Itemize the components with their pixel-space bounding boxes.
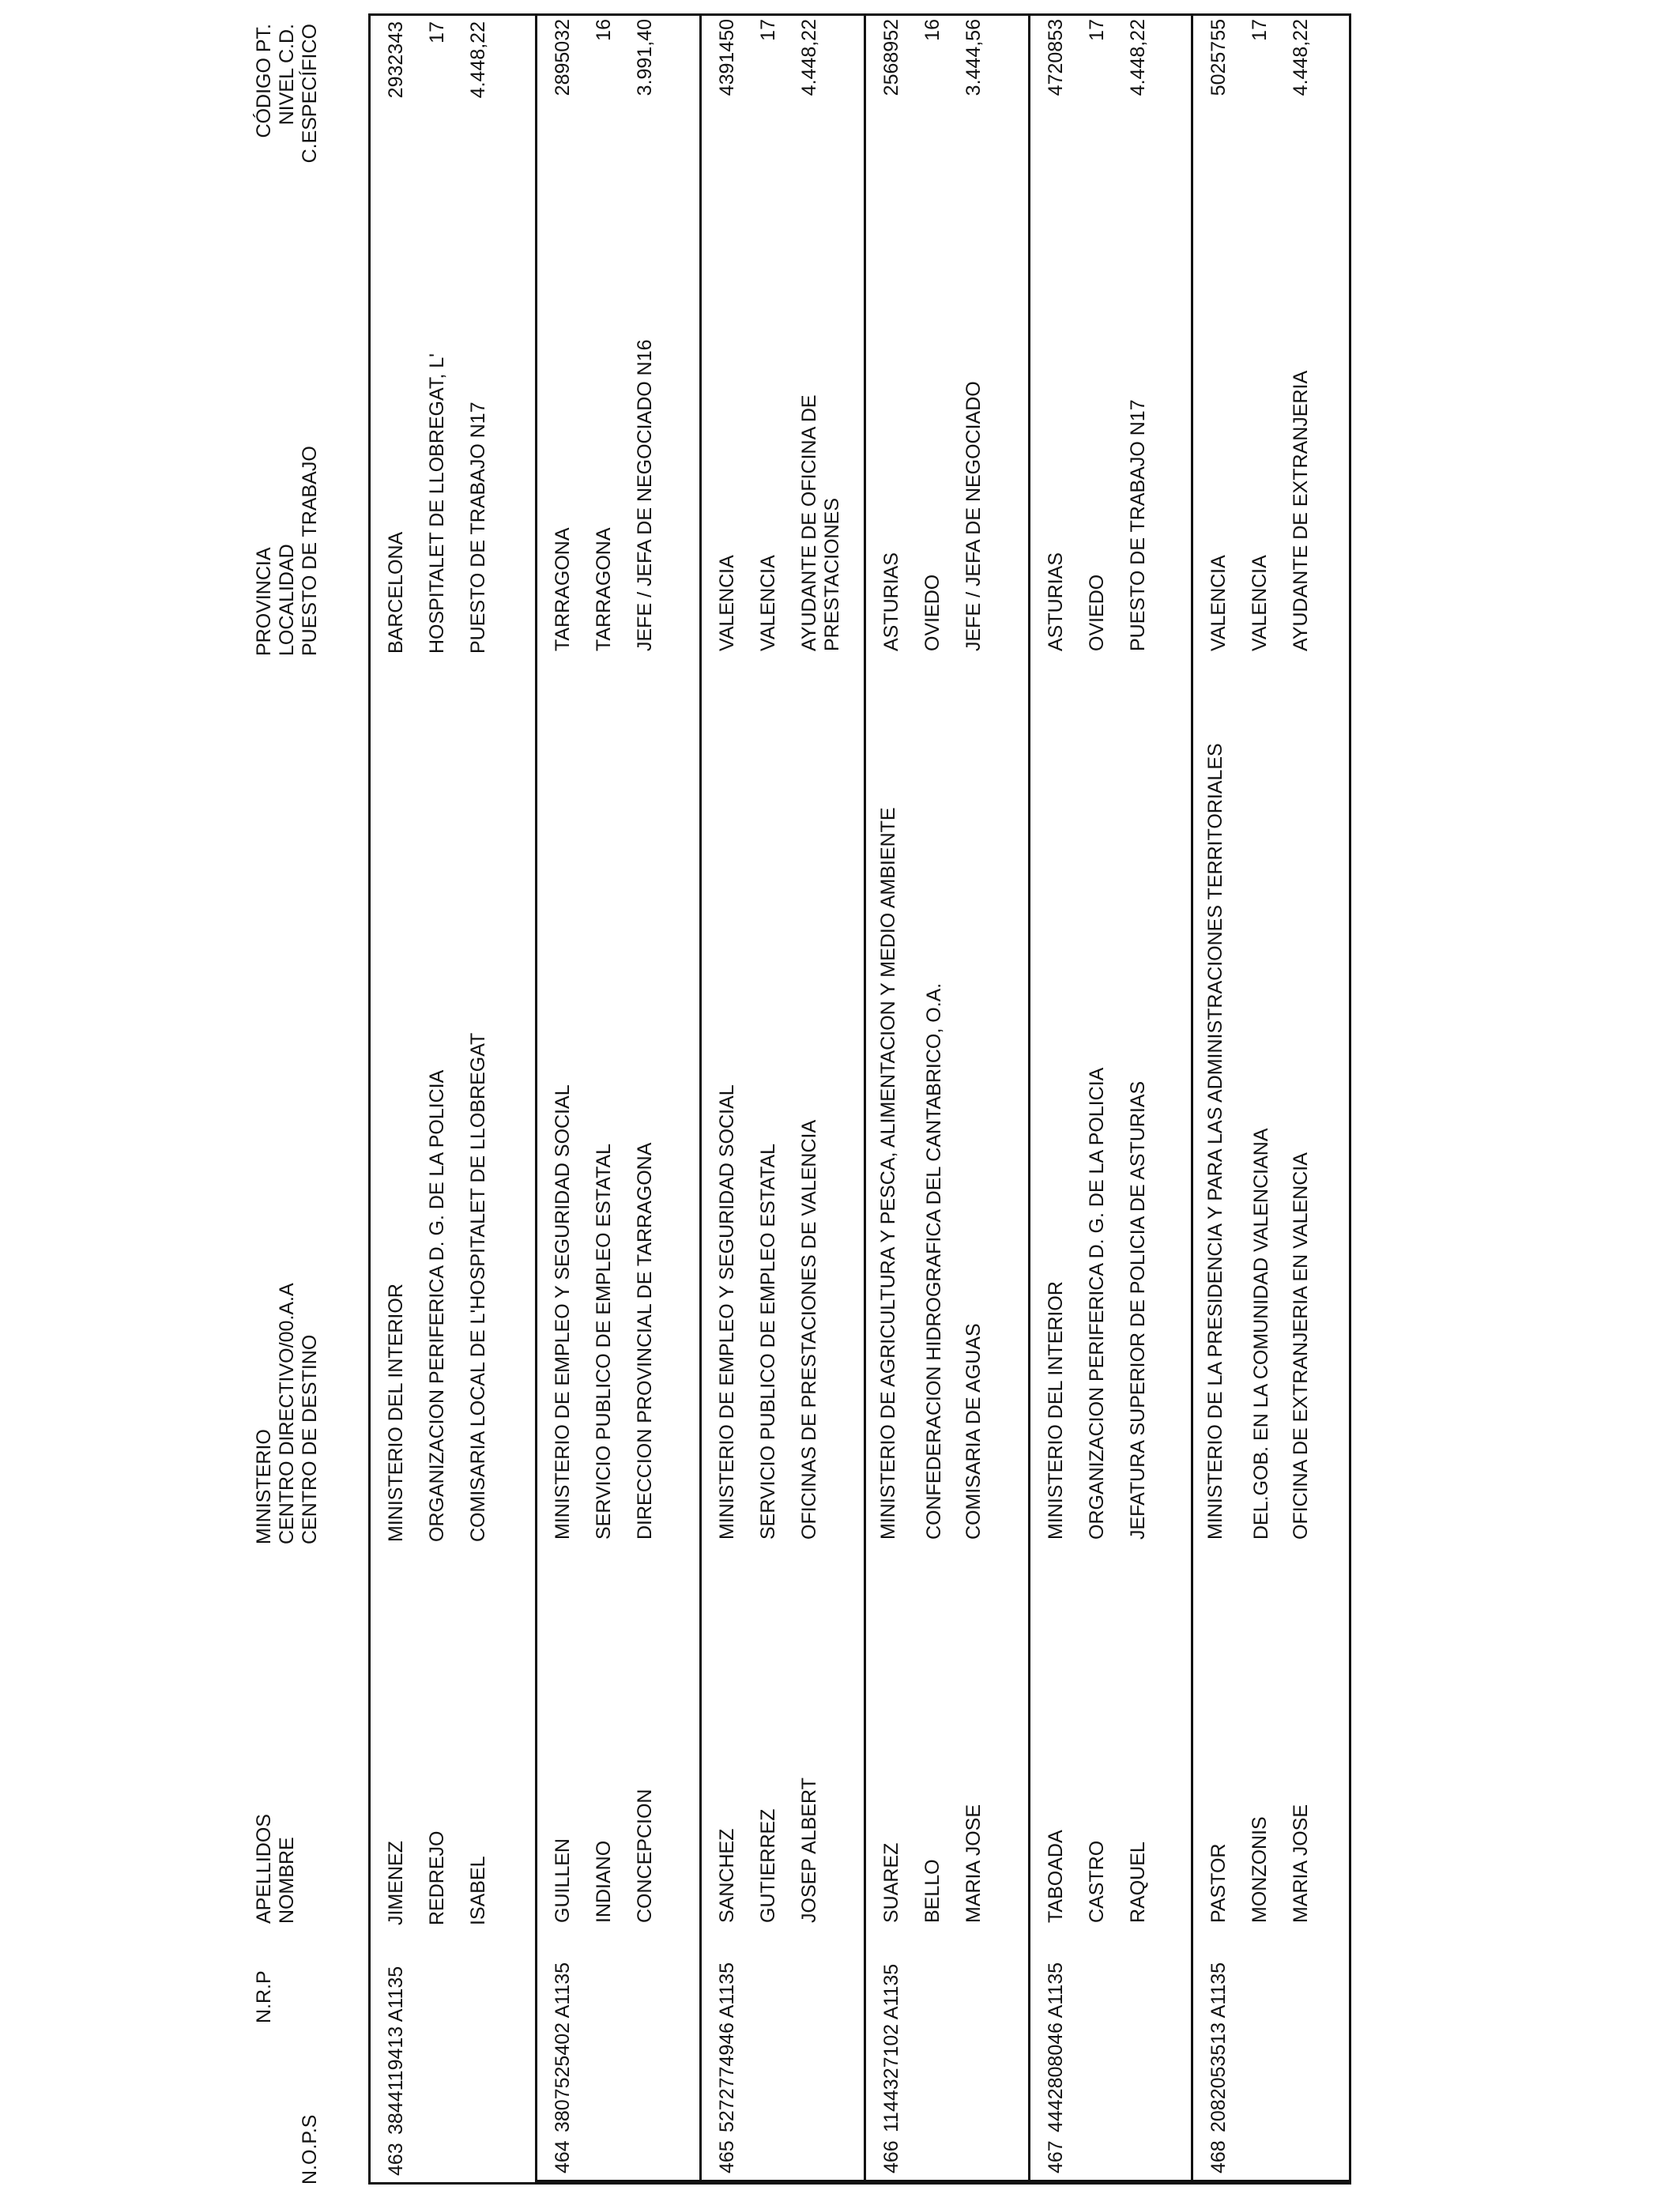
record-codigo: 5025755: [1207, 19, 1230, 96]
header-codigo-nivel-especifico: [253, 24, 322, 218]
record-nrp: 1144327102 A1135: [880, 1963, 902, 2132]
header-provincia-localidad-puesto: [253, 446, 322, 656]
record-centro-destino: JEFATURA SUPERIOR DE POLICIA DE ASTURIAS: [1127, 1080, 1149, 1540]
record-nops: 467: [1045, 2140, 1067, 2173]
header-puesto-label: PUESTO DE TRABAJO: [299, 446, 321, 656]
record-puesto: AYUDANTE DE OFICINA DE PRESTACIONES: [798, 394, 843, 651]
header-nivel-label: NIVEL C.D.: [276, 24, 298, 126]
record-nrp: 3807525402 A1135: [552, 1962, 574, 2132]
record-especifico: 4.448,22: [798, 19, 820, 96]
header-nops: [253, 2115, 322, 2185]
record-row: [699, 16, 866, 2182]
record-nrp: 5272774946 A1135: [716, 1962, 738, 2132]
record-centro-destino: OFICINAS DE PRESTACIONES DE VALENCIA: [798, 1119, 820, 1540]
record-especifico: 4.448,22: [1127, 19, 1149, 96]
record-puesto: PUESTO DE TRABAJO N17: [467, 401, 489, 654]
records-table: [368, 13, 1351, 2185]
record-codigo: 4720853: [1045, 19, 1067, 96]
record-nombre: CONCEPCION: [634, 1789, 656, 1923]
record-centro-directivo: SERVICIO PUBLICO DE EMPLEO ESTATAL: [593, 1143, 615, 1540]
record-apellido2: BELLO: [921, 1859, 944, 1923]
record-centro-destino: COMISARIA DE AGUAS: [962, 1323, 985, 1540]
record-apellido1: SANCHEZ: [716, 1828, 738, 1923]
record-especifico: 3.444,56: [962, 19, 985, 96]
record-nombre: JOSEP ALBERT: [798, 1777, 820, 1923]
record-nombre: ISABEL: [467, 1856, 489, 1925]
record-apellido1: TABOADA: [1045, 1830, 1067, 1923]
record-ministerio: MINISTERIO DEL INTERIOR: [1045, 1281, 1067, 1540]
record-nrp: 2082053513 A1135: [1207, 1962, 1230, 2132]
record-ministerio: MINISTERIO DE EMPLEO Y SEGURIDAD SOCIAL: [716, 1084, 738, 1540]
record-apellido2: INDIANO: [593, 1840, 615, 1923]
record-provincia: VALENCIA: [716, 555, 738, 651]
record-puesto: AYUDANTE DE EXTRANJERIA: [1290, 370, 1312, 651]
record-apellido2: REDREJO: [426, 1830, 448, 1925]
record-row: [864, 16, 1030, 2182]
record-apellido1: JIMENEZ: [385, 1841, 407, 1925]
record-centro-destino: OFICINA DE EXTRANJERIA EN VALENCIA: [1290, 1152, 1312, 1540]
record-row: [1191, 16, 1351, 2182]
header-ministerio-centros: [253, 1283, 322, 1544]
header-nrp: [253, 1970, 276, 2023]
record-nrp: 4442808046 A1135: [1045, 1962, 1067, 2132]
record-provincia: VALENCIA: [1207, 555, 1230, 651]
record-row: [1028, 16, 1193, 2182]
record-provincia: ASTURIAS: [880, 552, 902, 651]
header-provincia-label: PROVINCIA: [253, 547, 275, 656]
header-centro-directivo-label: CENTRO DIRECTIVO/00.A.A: [276, 1283, 298, 1544]
record-apellido2: MONZONIS: [1249, 1816, 1271, 1923]
record-nops: 463: [385, 2143, 407, 2176]
record-centro-destino: COMISARIA LOCAL DE L'HOSPITALET DE LLOBREGAT: [467, 1032, 489, 1542]
record-centro-directivo: CONFEDERACION HIDROGRAFICA DEL CANTABRICO, O.A.: [923, 982, 945, 1540]
record-ministerio: MINISTERIO DE EMPLEO Y SEGURIDAD SOCIAL: [552, 1084, 574, 1540]
record-puesto: JEFE / JEFA DE NEGOCIADO: [962, 381, 985, 651]
record-codigo: 2895032: [552, 19, 574, 96]
record-nops: 464: [552, 2140, 574, 2173]
record-centro-directivo: ORGANIZACION PERIFERICA D. G. DE LA POLICIA: [426, 1069, 448, 1542]
header-ministerio-label: MINISTERIO: [253, 1429, 275, 1544]
header-centro-destino-label: CENTRO DE DESTINO: [299, 1334, 321, 1544]
record-apellido1: PASTOR: [1207, 1843, 1230, 1923]
record-apellido1: GUILLEN: [552, 1838, 574, 1923]
record-provincia: BARCELONA: [385, 531, 407, 654]
record-row: [535, 16, 702, 2182]
header-especifico-label: C.ESPECÍFICO: [299, 24, 321, 164]
record-nivel: 17: [757, 19, 779, 41]
record-codigo: 4391450: [716, 19, 738, 96]
record-nivel: 17: [1086, 19, 1108, 41]
record-centro-destino: DIRECCION PROVINCIAL DE TARRAGONA: [634, 1142, 656, 1540]
record-nops: 465: [716, 2140, 738, 2173]
record-nombre: MARIA JOSE: [1290, 1804, 1312, 1923]
header-nombre-label: NOMBRE: [276, 1837, 298, 1924]
record-puesto: JEFE / JEFA DE NEGOCIADO N16: [634, 339, 656, 651]
record-centro-directivo: ORGANIZACION PERIFERICA D. G. DE LA POLICIA: [1086, 1067, 1108, 1540]
header-apellidos-label: APELLIDOS: [253, 1814, 275, 1924]
record-apellido1: SUAREZ: [880, 1842, 902, 1923]
record-nops: 466: [880, 2140, 902, 2173]
header-localidad-label: LOCALIDAD: [276, 544, 298, 656]
record-localidad: VALENCIA: [757, 555, 779, 651]
record-provincia: TARRAGONA: [552, 527, 574, 651]
record-especifico: 4.448,22: [1290, 19, 1312, 96]
record-centro-directivo: SERVICIO PUBLICO DE EMPLEO ESTATAL: [757, 1143, 779, 1540]
record-nrp: 3844119413 A1135: [385, 1966, 407, 2135]
record-especifico: 4.448,22: [467, 21, 489, 99]
record-localidad: HOSPITALET DE LLOBREGAT, L': [426, 353, 448, 654]
header-nops-label: N.O.P.S: [299, 2114, 321, 2185]
record-ministerio: MINISTERIO DEL INTERIOR: [385, 1284, 407, 1542]
record-especifico: 3.991,40: [634, 19, 656, 96]
record-codigo: 2568952: [880, 19, 902, 96]
record-localidad: TARRAGONA: [593, 527, 615, 651]
record-nivel: 17: [1249, 19, 1271, 41]
record-localidad: OVIEDO: [1086, 574, 1108, 651]
record-puesto: PUESTO DE TRABAJO N17: [1127, 399, 1149, 651]
record-nivel: 16: [593, 19, 615, 41]
record-ministerio: MINISTERIO DE LA PRESIDENCIA Y PARA LAS ADMINISTRACIONES TERRITORIALES: [1204, 743, 1226, 1540]
record-nops: 468: [1207, 2140, 1230, 2173]
record-apellido2: CASTRO: [1086, 1840, 1108, 1923]
record-ministerio: MINISTERIO DE AGRICULTURA Y PESCA, ALIMENTACION Y MEDIO AMBIENTE: [877, 807, 899, 1540]
record-localidad: VALENCIA: [1249, 555, 1271, 651]
record-codigo: 2932343: [385, 21, 407, 99]
record-localidad: OVIEDO: [921, 574, 944, 651]
record-nombre: MARIA JOSE: [962, 1804, 985, 1923]
record-nivel: 17: [426, 21, 448, 43]
record-nombre: RAQUEL: [1127, 1842, 1149, 1923]
header-codigo-label: CÓDIGO PT.: [253, 24, 275, 138]
record-nivel: 16: [921, 19, 944, 41]
header-apellidos-nombre: [253, 1814, 299, 1924]
record-row: [371, 16, 535, 2182]
record-centro-directivo: DEL.GOB. EN LA COMUNIDAD VALENCIANA: [1250, 1128, 1272, 1540]
header-nrp-label: N.R.P: [253, 1970, 275, 2023]
record-provincia: ASTURIAS: [1045, 552, 1067, 651]
record-apellido2: GUTIERREZ: [757, 1808, 779, 1923]
